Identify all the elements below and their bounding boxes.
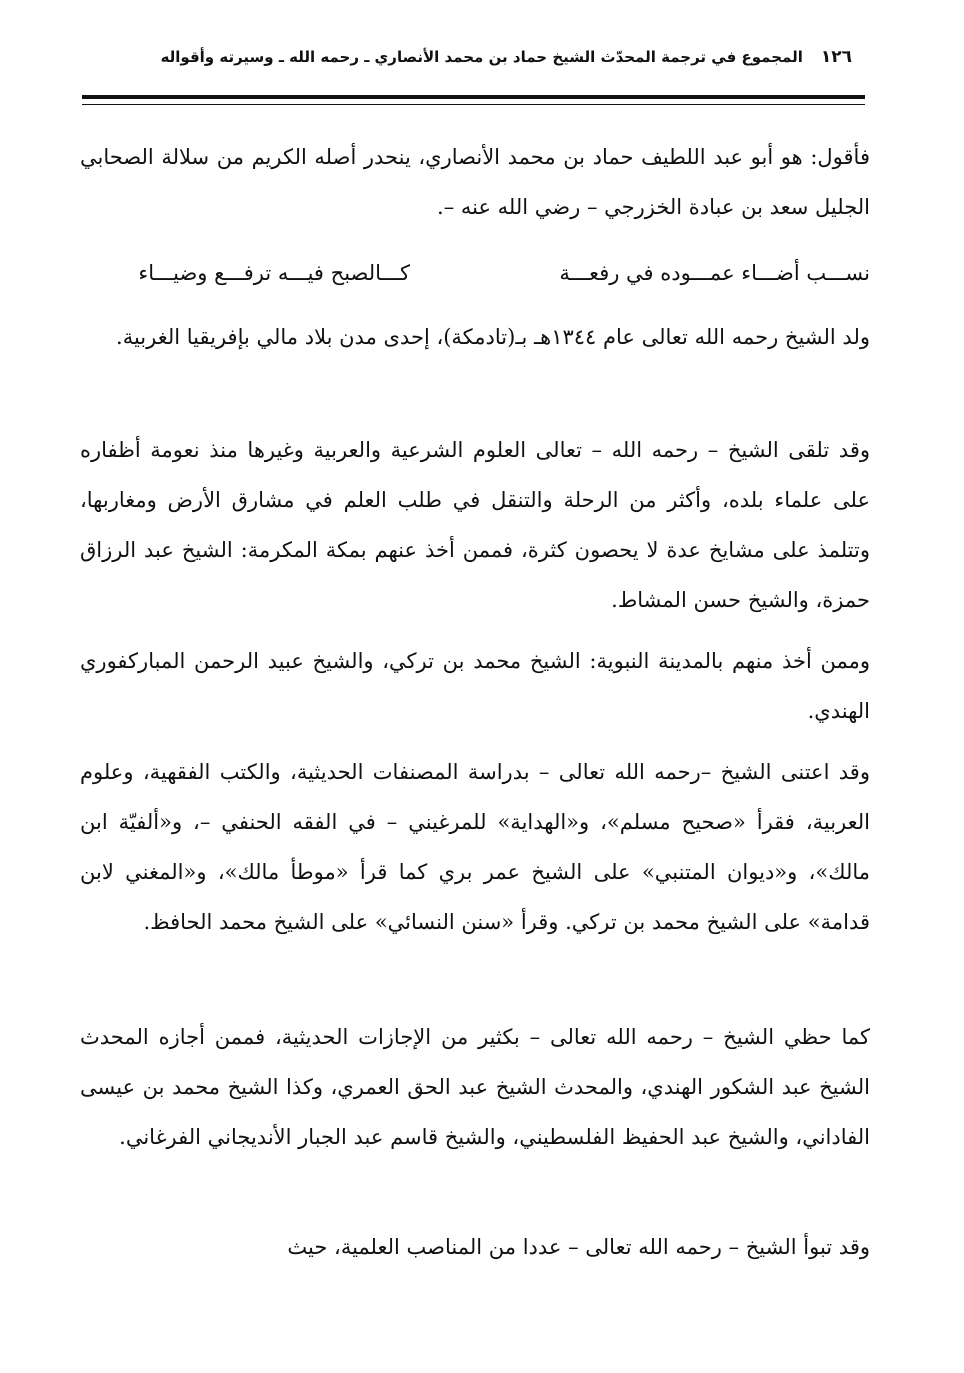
paragraph-text: وقد تبوأ الشيخ – رحمه الله تعالى – عددا من المناصب العلمية، حيث: [287, 1235, 870, 1259]
books-paragraph: [80, 747, 870, 947]
positions-paragraph: [80, 1222, 870, 1272]
header-rule-thin: [82, 104, 865, 105]
paragraph-text: كما حظي الشيخ – رحمه الله تعالى – بكثير من الإجازات الحديثية، فممن أجازه المحدث الشيخ عبد الشكور الهندي، والمحدث الشيخ عبد الحق العمري، وكذا الشيخ محمد بن عيسى الفاداني، والشيخ عبد الحفيظ الفلسطيني، والشيخ قاسم عبد الجبار الأنديجاني الفرغاني.: [80, 1025, 870, 1149]
running-header: [160, 42, 852, 72]
paragraph-text: ولد الشيخ رحمه الله تعالى عام ١٣٤٤هـ بـ(تادمكة)، إحدى مدن بلاد مالي بإفريقيا الغربية.: [116, 325, 870, 349]
paragraph-text: وممن أخذ منهم بالمدينة النبوية: الشيخ محمد بن تركي، والشيخ عبيد الرحمن المباركفوري الهندي.: [80, 649, 870, 723]
header-rule-thick: [82, 95, 865, 99]
intro-paragraph: [80, 132, 870, 242]
page-number: ١٢٦: [820, 47, 852, 67]
verse-hemistich-1: نســـب أضـــاء عمـــوده في رفعـــة: [559, 261, 870, 285]
birth-paragraph: [80, 312, 870, 362]
running-title: المجموع في ترجمة المحدّث الشيخ حماد بن محمد الأنصاري ـ رحمه الله ـ وسيرته وأقواله: [160, 48, 803, 66]
medina-teachers-paragraph: [80, 636, 870, 736]
paragraph-text: وقد اعتنى الشيخ –رحمه الله تعالى – بدراسة المصنفات الحديثية، والكتب الفقهية، وعلوم العربية، فقرأ «صحيح مسلم»، و«الهداية» للمرغيني – في الفقه الحنفي –، و«ألفيّة ابن مالك»، و«ديوان المتنبي» على الشيخ عمر بري كما قرأ «موطأ مالك»، و«المغني لابن قدامة» على الشيخ محمد بن تركي. وقرأ «سنن النسائي» على الشيخ محمد الحافظ.: [80, 760, 870, 934]
ijazat-paragraph: [80, 1012, 870, 1162]
paragraph-text: وقد تلقى الشيخ – رحمه الله – تعالى العلوم الشرعية والعربية وغيرها منذ نعومة أظفاره على علماء بلده، وأكثر من الرحلة والتنقل في طلب العلم في مشارق الأرض ومغاربها، وتتلمذ على مشايخ عدة لا يحصون كثرة، فممن أخذ عنهم بمكة المكرمة: الشيخ عبد الرزاق حمزة، والشيخ حسن المشاط.: [80, 438, 870, 612]
study-paragraph: [80, 425, 870, 625]
poetry-verse: [70, 250, 870, 296]
verse-hemistich-2: كـــالصبح فيـــه ترفـــع وضيـــاء: [138, 261, 410, 285]
intro-text: فأقول: هو أبو عبد اللطيف حماد بن محمد الأنصاري، ينحدر أصله الكريم من سلالة الصحابي الجليل سعد بن عبادة الخزرجي – رضي الله عنه –.: [80, 145, 870, 219]
